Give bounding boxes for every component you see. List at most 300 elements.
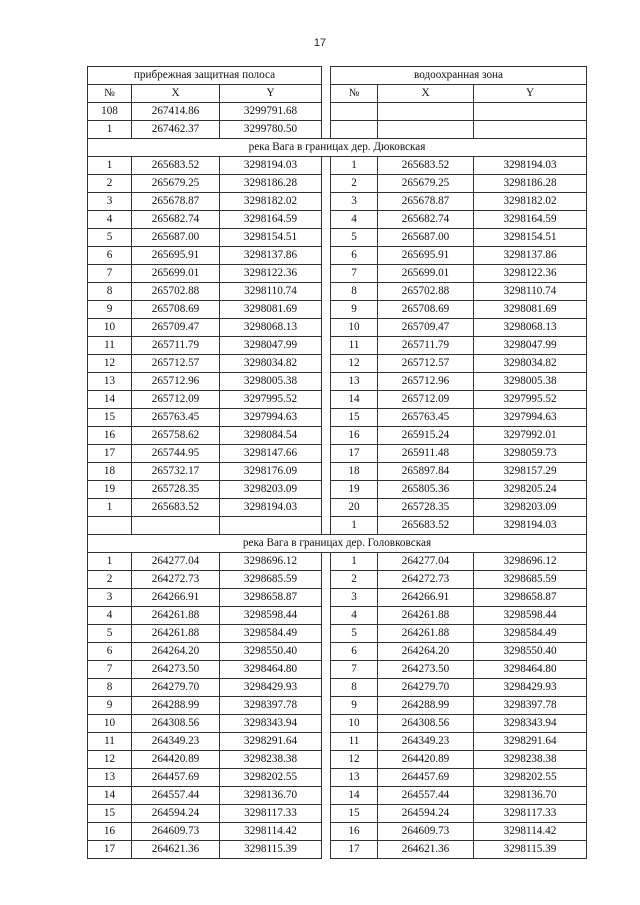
left-point-number: 11: [88, 733, 132, 751]
right-point-number: 3: [331, 193, 378, 211]
left-y-coordinate: 3298186.28: [220, 175, 322, 193]
right-y-coordinate: 3298584.49: [474, 625, 587, 643]
column-gap: [322, 391, 331, 409]
column-gap: [322, 553, 331, 571]
right-x-coordinate: [378, 103, 474, 121]
right-point-number: [331, 103, 378, 121]
left-y-coordinate: 3298598.44: [220, 607, 322, 625]
column-gap: [322, 733, 331, 751]
right-y-coordinate: 3298194.03: [474, 517, 587, 535]
left-y-coordinate: 3298202.55: [220, 769, 322, 787]
table-row: [88, 121, 587, 139]
coordinates-table-body: [88, 67, 587, 859]
left-y-coordinate: 3298203.09: [220, 481, 322, 499]
right-x-coordinate: 265712.96: [378, 373, 474, 391]
table-row: [88, 571, 587, 589]
right-x-coordinate: 264261.88: [378, 625, 474, 643]
left-x-coordinate: 264308.56: [132, 715, 220, 733]
left-y-coordinate: 3298147.66: [220, 445, 322, 463]
right-y-coordinate: 3298291.64: [474, 733, 587, 751]
left-point-number: 2: [88, 571, 132, 589]
table-row: [88, 841, 587, 859]
right-point-number: 7: [331, 661, 378, 679]
right-y-coordinate: 3298081.69: [474, 301, 587, 319]
right-x-coordinate: 264594.24: [378, 805, 474, 823]
left-point-number: 10: [88, 319, 132, 337]
left-y-coordinate: 3298182.02: [220, 193, 322, 211]
left-y-coordinate: 3298136.70: [220, 787, 322, 805]
table-row: [88, 409, 587, 427]
right-y-coordinate: 3298122.36: [474, 265, 587, 283]
column-gap: [322, 193, 331, 211]
left-point-number: 4: [88, 211, 132, 229]
left-y-coordinate: 3298291.64: [220, 733, 322, 751]
left-point-number: 5: [88, 229, 132, 247]
table-row: [88, 697, 587, 715]
right-y-coordinate: 3298194.03: [474, 157, 587, 175]
right-point-number: 10: [331, 319, 378, 337]
left-point-number: 6: [88, 247, 132, 265]
left-x-coordinate: 264621.36: [132, 841, 220, 859]
right-y-coordinate: 3298598.44: [474, 607, 587, 625]
right-x-coordinate: 264420.89: [378, 751, 474, 769]
table-row: [88, 265, 587, 283]
left-y-coordinate: 3298696.12: [220, 553, 322, 571]
left-point-number: 13: [88, 769, 132, 787]
table-row: [88, 355, 587, 373]
left-point-number: [88, 517, 132, 535]
left-y-coordinate: 3298122.36: [220, 265, 322, 283]
right-x-coordinate: 265683.52: [378, 157, 474, 175]
right-y-coordinate: 3298034.82: [474, 355, 587, 373]
column-gap: [322, 445, 331, 463]
column-gap: [322, 157, 331, 175]
right-x-coordinate: 264308.56: [378, 715, 474, 733]
right-x-coordinate: 264273.50: [378, 661, 474, 679]
left-y-coordinate: 3298068.13: [220, 319, 322, 337]
right-point-number: 5: [331, 625, 378, 643]
left-point-number: 1: [88, 121, 132, 139]
column-gap: [322, 409, 331, 427]
left-y-coordinate: 3298081.69: [220, 301, 322, 319]
column-gap: [322, 121, 331, 139]
header-x-left: X: [132, 85, 220, 103]
left-x-coordinate: [132, 517, 220, 535]
right-y-coordinate: 3298068.13: [474, 319, 587, 337]
left-y-coordinate: 3298115.39: [220, 841, 322, 859]
column-gap: [322, 679, 331, 697]
column-gap: [322, 247, 331, 265]
left-x-coordinate: 264266.91: [132, 589, 220, 607]
right-x-coordinate: 265897.84: [378, 463, 474, 481]
left-point-number: 11: [88, 337, 132, 355]
right-point-number: 14: [331, 391, 378, 409]
table-row: [88, 715, 587, 733]
left-point-number: 12: [88, 355, 132, 373]
left-y-coordinate: 3298084.54: [220, 427, 322, 445]
right-x-coordinate: 265711.79: [378, 337, 474, 355]
table-row: [88, 103, 587, 121]
left-x-coordinate: 264272.73: [132, 571, 220, 589]
table-row: [88, 769, 587, 787]
right-y-coordinate: 3298186.28: [474, 175, 587, 193]
left-y-coordinate: 3298194.03: [220, 499, 322, 517]
left-x-coordinate: 264279.70: [132, 679, 220, 697]
right-x-coordinate: 265915.24: [378, 427, 474, 445]
column-gap: [322, 841, 331, 859]
column-gap: [322, 661, 331, 679]
right-point-number: 18: [331, 463, 378, 481]
section-title: река Вага в границах дер. Головковская: [88, 535, 587, 553]
right-point-number: 4: [331, 607, 378, 625]
right-point-number: 15: [331, 409, 378, 427]
page-number: 17: [313, 37, 327, 49]
right-x-coordinate: 265695.91: [378, 247, 474, 265]
left-point-number: 7: [88, 661, 132, 679]
right-y-coordinate: 3298203.09: [474, 499, 587, 517]
left-point-number: 108: [88, 103, 132, 121]
right-point-number: 2: [331, 175, 378, 193]
right-point-number: 3: [331, 589, 378, 607]
table-row: [88, 661, 587, 679]
left-point-number: 2: [88, 175, 132, 193]
table-row: [88, 481, 587, 499]
right-y-coordinate: 3298343.94: [474, 715, 587, 733]
left-x-coordinate: 264594.24: [132, 805, 220, 823]
table-row: [88, 805, 587, 823]
right-y-coordinate: 3298238.38: [474, 751, 587, 769]
right-point-number: 1: [331, 517, 378, 535]
right-point-number: 10: [331, 715, 378, 733]
right-y-coordinate: 3298047.99: [474, 337, 587, 355]
right-x-coordinate: 264621.36: [378, 841, 474, 859]
left-point-number: 15: [88, 409, 132, 427]
left-point-number: 4: [88, 607, 132, 625]
column-gap: [322, 319, 331, 337]
left-point-number: 13: [88, 373, 132, 391]
right-x-coordinate: 265712.57: [378, 355, 474, 373]
left-point-number: 7: [88, 265, 132, 283]
right-point-number: 15: [331, 805, 378, 823]
table-row: [88, 733, 587, 751]
right-y-coordinate: 3297994.63: [474, 409, 587, 427]
left-point-number: 1: [88, 499, 132, 517]
column-gap: [322, 265, 331, 283]
right-x-coordinate: 265728.35: [378, 499, 474, 517]
right-x-coordinate: 264457.69: [378, 769, 474, 787]
table-row: [88, 157, 587, 175]
left-x-coordinate: 264273.50: [132, 661, 220, 679]
left-x-coordinate: 264420.89: [132, 751, 220, 769]
right-x-coordinate: 264279.70: [378, 679, 474, 697]
left-y-coordinate: 3298685.59: [220, 571, 322, 589]
header-coastal-strip: прибрежная защитная полоса: [88, 67, 322, 85]
left-y-coordinate: 3298047.99: [220, 337, 322, 355]
left-x-coordinate: 265709.47: [132, 319, 220, 337]
right-point-number: 13: [331, 373, 378, 391]
left-y-coordinate: 3298429.93: [220, 679, 322, 697]
left-y-coordinate: 3298397.78: [220, 697, 322, 715]
column-gap: [322, 625, 331, 643]
left-x-coordinate: 265683.52: [132, 157, 220, 175]
left-y-coordinate: 3299780.50: [220, 121, 322, 139]
column-gap: [322, 805, 331, 823]
left-point-number: 12: [88, 751, 132, 769]
left-y-coordinate: 3298117.33: [220, 805, 322, 823]
left-x-coordinate: 265687.00: [132, 229, 220, 247]
left-point-number: 10: [88, 715, 132, 733]
left-point-number: 9: [88, 697, 132, 715]
right-point-number: 16: [331, 823, 378, 841]
left-y-coordinate: 3298164.59: [220, 211, 322, 229]
right-point-number: 20: [331, 499, 378, 517]
column-gap: [322, 715, 331, 733]
right-x-coordinate: 264557.44: [378, 787, 474, 805]
table-row: [88, 319, 587, 337]
right-point-number: 8: [331, 679, 378, 697]
left-point-number: 8: [88, 679, 132, 697]
table-row: [88, 193, 587, 211]
right-x-coordinate: 264349.23: [378, 733, 474, 751]
right-x-coordinate: [378, 121, 474, 139]
section-title-row: [88, 139, 587, 157]
section-title-row: [88, 535, 587, 553]
right-y-coordinate: 3298550.40: [474, 643, 587, 661]
left-point-number: 9: [88, 301, 132, 319]
right-x-coordinate: 264288.99: [378, 697, 474, 715]
left-x-coordinate: 264457.69: [132, 769, 220, 787]
right-y-coordinate: 3298059.73: [474, 445, 587, 463]
column-gap: [322, 337, 331, 355]
right-x-coordinate: 264266.91: [378, 589, 474, 607]
left-y-coordinate: 3298238.38: [220, 751, 322, 769]
left-x-coordinate: 265702.88: [132, 283, 220, 301]
left-x-coordinate: 267414.86: [132, 103, 220, 121]
right-y-coordinate: 3298110.74: [474, 283, 587, 301]
right-point-number: 6: [331, 247, 378, 265]
column-gap: [322, 499, 331, 517]
right-x-coordinate: 264609.73: [378, 823, 474, 841]
table-row: [88, 463, 587, 481]
column-gap: [322, 301, 331, 319]
table-row: [88, 553, 587, 571]
right-x-coordinate: 264277.04: [378, 553, 474, 571]
right-y-coordinate: [474, 121, 587, 139]
left-y-coordinate: 3297995.52: [220, 391, 322, 409]
table-row: [88, 283, 587, 301]
table-row: [88, 373, 587, 391]
table-row: [88, 679, 587, 697]
left-y-coordinate: 3298194.03: [220, 157, 322, 175]
right-y-coordinate: 3298154.51: [474, 229, 587, 247]
coordinates-table: [87, 66, 587, 859]
right-y-coordinate: 3298117.33: [474, 805, 587, 823]
left-x-coordinate: 265678.87: [132, 193, 220, 211]
right-y-coordinate: 3298658.87: [474, 589, 587, 607]
right-x-coordinate: 265687.00: [378, 229, 474, 247]
column-gap: [322, 571, 331, 589]
header-x-right: X: [378, 85, 474, 103]
column-gap: [322, 355, 331, 373]
right-y-coordinate: 3298137.86: [474, 247, 587, 265]
left-point-number: 3: [88, 589, 132, 607]
column-gap: [322, 787, 331, 805]
group-header-row: [88, 67, 587, 85]
right-point-number: 12: [331, 355, 378, 373]
right-point-number: 14: [331, 787, 378, 805]
left-y-coordinate: 3298005.38: [220, 373, 322, 391]
right-y-coordinate: 3298136.70: [474, 787, 587, 805]
right-x-coordinate: 265911.48: [378, 445, 474, 463]
left-y-coordinate: 3298137.86: [220, 247, 322, 265]
right-point-number: 17: [331, 445, 378, 463]
left-y-coordinate: 3298584.49: [220, 625, 322, 643]
right-y-coordinate: 3298157.29: [474, 463, 587, 481]
left-x-coordinate: 265712.57: [132, 355, 220, 373]
left-point-number: 16: [88, 427, 132, 445]
right-y-coordinate: [474, 103, 587, 121]
right-x-coordinate: 265805.36: [378, 481, 474, 499]
right-y-coordinate: 3298397.78: [474, 697, 587, 715]
left-x-coordinate: 265699.01: [132, 265, 220, 283]
left-x-coordinate: 264557.44: [132, 787, 220, 805]
column-gap: [322, 589, 331, 607]
right-x-coordinate: 265712.09: [378, 391, 474, 409]
left-point-number: 1: [88, 157, 132, 175]
right-x-coordinate: 264272.73: [378, 571, 474, 589]
left-x-coordinate: 265711.79: [132, 337, 220, 355]
table-row: [88, 445, 587, 463]
table-row: [88, 247, 587, 265]
column-gap: [322, 67, 331, 85]
left-y-coordinate: 3298154.51: [220, 229, 322, 247]
column-gap: [322, 229, 331, 247]
header-no-left: №: [88, 85, 132, 103]
right-x-coordinate: 264264.20: [378, 643, 474, 661]
column-gap: [322, 607, 331, 625]
left-y-coordinate: 3298464.80: [220, 661, 322, 679]
header-y-right: Y: [474, 85, 587, 103]
table-row: [88, 301, 587, 319]
left-point-number: 8: [88, 283, 132, 301]
right-point-number: 17: [331, 841, 378, 859]
column-gap: [322, 175, 331, 193]
column-gap: [322, 427, 331, 445]
left-y-coordinate: 3298114.42: [220, 823, 322, 841]
left-point-number: 16: [88, 823, 132, 841]
left-y-coordinate: 3298176.09: [220, 463, 322, 481]
right-y-coordinate: 3297992.01: [474, 427, 587, 445]
right-point-number: 8: [331, 283, 378, 301]
right-x-coordinate: 265683.52: [378, 517, 474, 535]
left-x-coordinate: 265744.95: [132, 445, 220, 463]
left-x-coordinate: 264261.88: [132, 607, 220, 625]
header-water-protection-zone: водоохранная зона: [331, 67, 587, 85]
left-point-number: 15: [88, 805, 132, 823]
right-y-coordinate: 3297995.52: [474, 391, 587, 409]
right-y-coordinate: 3298205.24: [474, 481, 587, 499]
right-point-number: 12: [331, 751, 378, 769]
right-point-number: 1: [331, 157, 378, 175]
right-point-number: 13: [331, 769, 378, 787]
left-y-coordinate: 3297994.63: [220, 409, 322, 427]
left-y-coordinate: 3298550.40: [220, 643, 322, 661]
right-point-number: 11: [331, 733, 378, 751]
left-y-coordinate: 3298658.87: [220, 589, 322, 607]
right-y-coordinate: 3298005.38: [474, 373, 587, 391]
column-gap: [322, 211, 331, 229]
table-row: [88, 517, 587, 535]
left-x-coordinate: 265683.52: [132, 499, 220, 517]
left-point-number: 17: [88, 445, 132, 463]
left-point-number: 17: [88, 841, 132, 859]
column-gap: [322, 283, 331, 301]
right-y-coordinate: 3298114.42: [474, 823, 587, 841]
right-point-number: 1: [331, 553, 378, 571]
left-x-coordinate: 264609.73: [132, 823, 220, 841]
right-x-coordinate: 264261.88: [378, 607, 474, 625]
right-point-number: [331, 121, 378, 139]
left-y-coordinate: [220, 517, 322, 535]
column-gap: [322, 103, 331, 121]
left-y-coordinate: 3298343.94: [220, 715, 322, 733]
column-gap: [322, 697, 331, 715]
table-row: [88, 427, 587, 445]
left-x-coordinate: 265679.25: [132, 175, 220, 193]
right-y-coordinate: 3298182.02: [474, 193, 587, 211]
left-point-number: 19: [88, 481, 132, 499]
table-row: [88, 211, 587, 229]
right-y-coordinate: 3298164.59: [474, 211, 587, 229]
table-row: [88, 823, 587, 841]
column-header-row: [88, 85, 587, 103]
left-x-coordinate: 265695.91: [132, 247, 220, 265]
table-row: [88, 625, 587, 643]
left-x-coordinate: 265728.35: [132, 481, 220, 499]
left-x-coordinate: 265758.62: [132, 427, 220, 445]
right-y-coordinate: 3298685.59: [474, 571, 587, 589]
left-x-coordinate: 264277.04: [132, 553, 220, 571]
section-title: река Вага в границах дер. Дюковская: [88, 139, 587, 157]
column-gap: [322, 85, 331, 103]
left-x-coordinate: 264288.99: [132, 697, 220, 715]
column-gap: [322, 823, 331, 841]
left-y-coordinate: 3298034.82: [220, 355, 322, 373]
right-x-coordinate: 265699.01: [378, 265, 474, 283]
right-point-number: 19: [331, 481, 378, 499]
right-x-coordinate: 265708.69: [378, 301, 474, 319]
table-row: [88, 499, 587, 517]
right-x-coordinate: 265679.25: [378, 175, 474, 193]
left-x-coordinate: 265712.96: [132, 373, 220, 391]
header-no-right: №: [331, 85, 378, 103]
column-gap: [322, 373, 331, 391]
table-row: [88, 589, 587, 607]
left-x-coordinate: 265732.17: [132, 463, 220, 481]
column-gap: [322, 643, 331, 661]
right-point-number: 6: [331, 643, 378, 661]
right-x-coordinate: 265709.47: [378, 319, 474, 337]
left-point-number: 18: [88, 463, 132, 481]
left-point-number: 5: [88, 625, 132, 643]
table-row: [88, 751, 587, 769]
left-point-number: 14: [88, 787, 132, 805]
right-point-number: 9: [331, 697, 378, 715]
header-y-left: Y: [220, 85, 322, 103]
table-row: [88, 229, 587, 247]
left-point-number: 6: [88, 643, 132, 661]
left-y-coordinate: 3299791.68: [220, 103, 322, 121]
